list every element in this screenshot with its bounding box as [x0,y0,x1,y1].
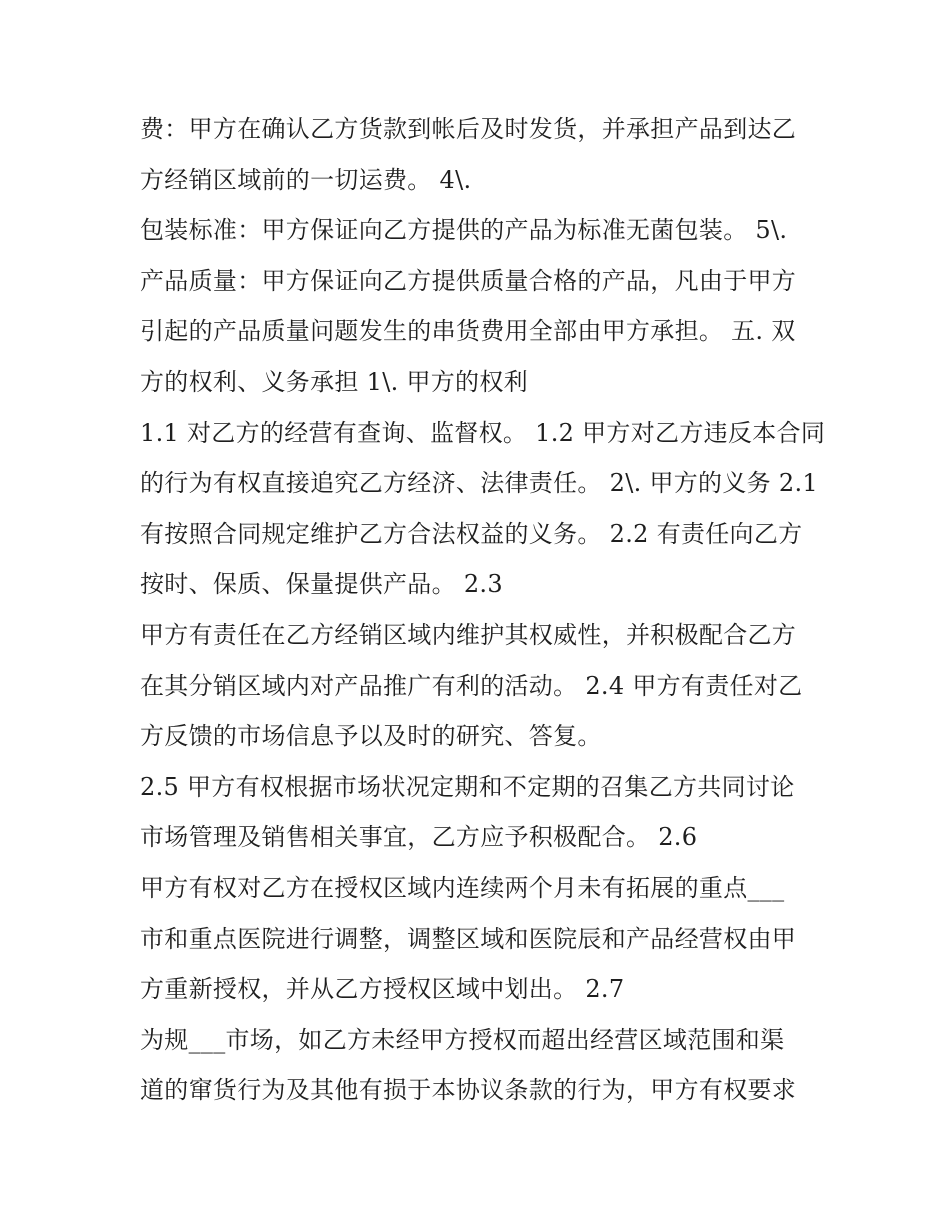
text-line: 市场管理及销售相关事宜，乙方应予积极配合。 2.6 [140,823,698,852]
text-line: 2.5 甲方有权根据市场状况定期和不定期的召集乙方共同讨论 [140,772,795,801]
text-line: 市和重点医院进行调整，调整区域和医院辰和产品经营权由甲 [140,924,797,953]
text-line: 的行为有权直接追究乙方经济、法律责任。 2\. 甲方的义务 2.1 [140,469,818,498]
text-line: 方重新授权，并从乙方授权区域中划出。 2.7 [140,975,625,1004]
text-line: 引起的产品质量问题发生的串货费用全部由甲方承担。 五. 双 [140,317,796,346]
text-line: 费：甲方在确认乙方货款到帐后及时发货，并承担产品到达乙 [140,115,797,143]
text-line: 为规___市场，如乙方未经甲方授权而超出经营区域范围和渠 [140,1025,785,1054]
text-line: 按时、保质、保量提供产品。 2.3 [140,570,503,599]
text-line: 方经销区域前的一切运费。 4\. [140,165,472,194]
text-line: 甲方有权对乙方在授权区域内连续两个月未有拓展的重点___ [140,873,785,902]
text-line: 方反馈的市场信息予以及时的研究、答复。 [140,722,602,751]
text-line: 包装标准：甲方保证向乙方提供的产品为标准无菌包装。 5\. [140,216,788,245]
text-line: 有按照合同规定维护乙方合法权益的义务。 2.2 有责任向乙方 [140,519,803,548]
contract-text-body [140,104,826,1116]
text-line: 1.1 对乙方的经营有查询、监督权。 1.2 甲方对乙方违反本合同 [140,418,826,447]
text-line: 道的窜货行为及其他有损于本协议条款的行为，甲方有权要求 [140,1076,797,1105]
text-line: 方的权利、义务承担 1\. 甲方的权利 [140,367,528,396]
text-line: 甲方有责任在乙方经销区域内维护其权威性，并积极配合乙方 [140,620,797,649]
text-line: 在其分销区域内对产品推广有利的活动。 2.4 甲方有责任对乙 [140,671,803,700]
text-line: 产品质量：甲方保证向乙方提供质量合格的产品，凡由于甲方 [140,266,797,295]
